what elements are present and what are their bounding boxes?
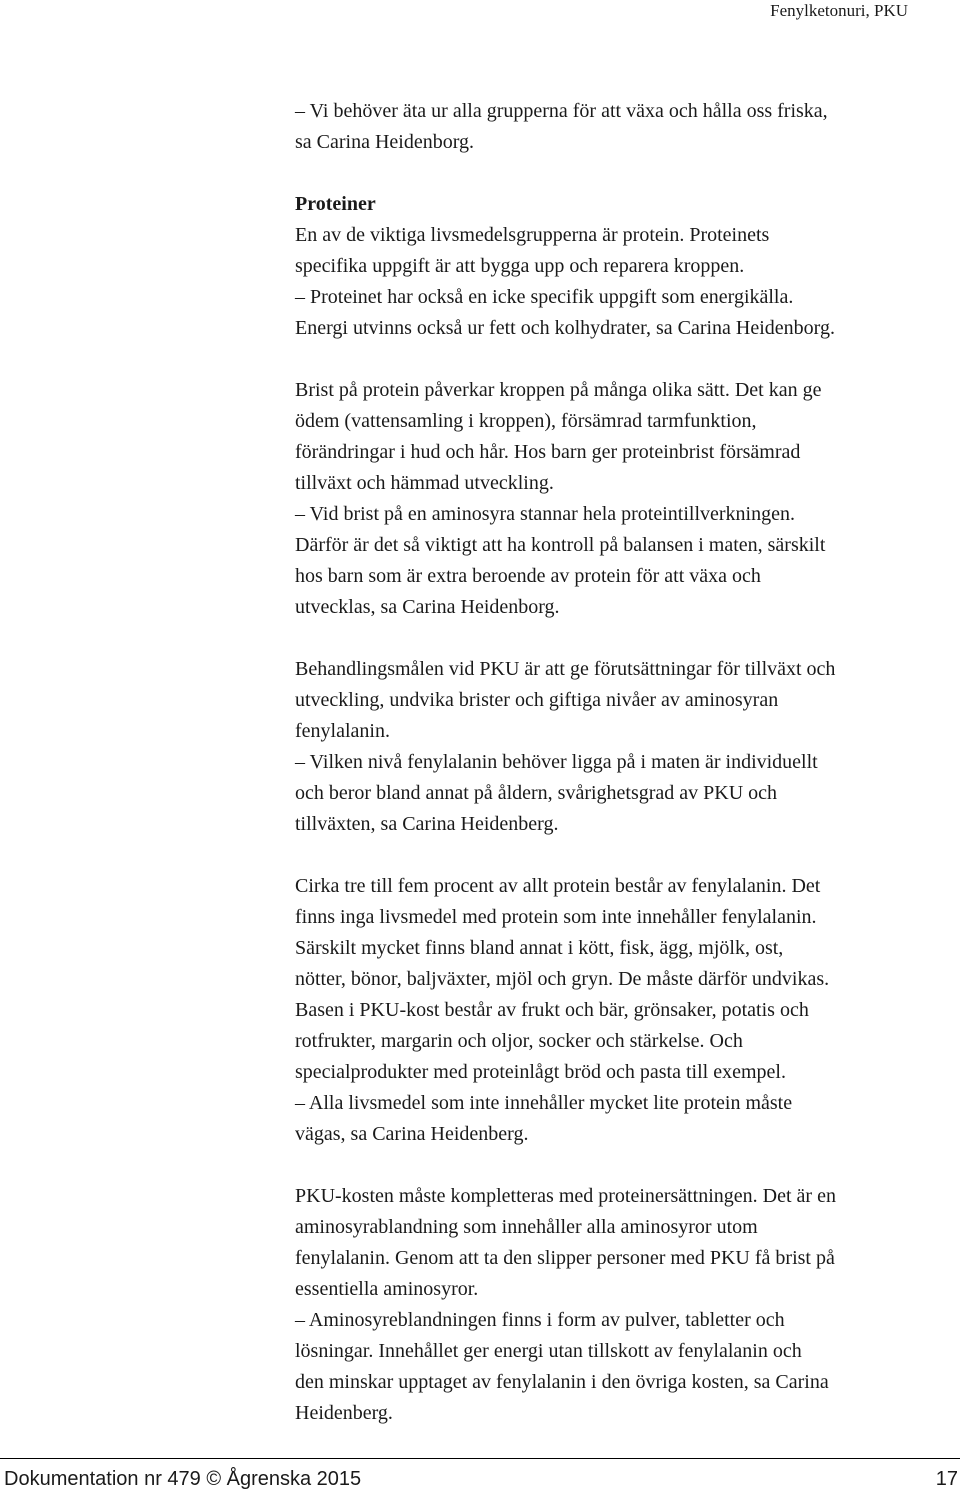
- text-line: specifika uppgift är att bygga upp och reparera kroppen.: [295, 255, 745, 277]
- paragraph-treatment-goals: [295, 654, 925, 840]
- text-line: fenylalanin. Genom att ta den slipper personer med PKU få brist på: [295, 1247, 835, 1269]
- text-line: – Vilken nivå fenylalanin behöver ligga på i maten är individuellt: [295, 751, 818, 773]
- text-line: – Vi behöver äta ur alla grupperna för att växa och hålla oss friska,: [295, 100, 828, 122]
- text-line: tillväxten, sa Carina Heidenberg.: [295, 813, 559, 835]
- text-line: utveckling, undvika brister och giftiga nivåer av aminosyran: [295, 689, 779, 711]
- text-line: specialprodukter med proteinlågt bröd och pasta till exempel.: [295, 1061, 786, 1083]
- text-line: och beror bland annat på åldern, svårighetsgrad av PKU och: [295, 782, 778, 804]
- section-heading: Proteiner: [295, 193, 376, 215]
- text-line: essentiella aminosyror.: [295, 1278, 479, 1300]
- text-line: Brist på protein påverkar kroppen på många olika sätt. Det kan ge: [295, 379, 822, 401]
- text-line: – Vid brist på en aminosyra stannar hela proteintillverkningen.: [295, 503, 795, 525]
- text-line: hos barn som är extra beroende av protein för att växa och: [295, 565, 761, 587]
- paragraph-proteiner: [295, 189, 925, 344]
- text-line: Heidenberg.: [295, 1402, 393, 1424]
- text-line: tillväxt och hämmad utveckling.: [295, 472, 554, 494]
- page-number: 17: [935, 1468, 958, 1490]
- text-line: ödem (vattensamling i kroppen), försämrad tarmfunktion,: [295, 410, 757, 432]
- paragraph-protein-deficiency: [295, 375, 925, 623]
- text-line: Energi utvinns också ur fett och kolhydrater, sa Carina Heidenborg.: [295, 317, 835, 339]
- text-line: sa Carina Heidenborg.: [295, 131, 475, 153]
- text-line: vägas, sa Carina Heidenberg.: [295, 1123, 529, 1145]
- text-line: rotfrukter, margarin och oljor, socker och stärkelse. Och: [295, 1030, 743, 1052]
- paragraph-phenylalanine-sources: [295, 871, 925, 1150]
- text-line: nötter, bönor, baljväxter, mjöl och gryn. De måste därför undvikas.: [295, 968, 830, 990]
- running-header: Fenylketonuri, PKU: [770, 1, 908, 20]
- text-line: PKU-kosten måste kompletteras med proteinersättningen. Det är en: [295, 1185, 836, 1207]
- text-line: Därför är det så viktigt att ha kontroll på balansen i maten, särskilt: [295, 534, 826, 556]
- text-line: förändringar i hud och hår. Hos barn ger proteinbrist försämrad: [295, 441, 801, 463]
- text-line: aminosyrablandning som innehåller alla aminosyror utom: [295, 1216, 758, 1238]
- text-line: finns inga livsmedel med protein som inte innehåller fenylalanin.: [295, 906, 817, 928]
- text-line: lösningar. Innehållet ger energi utan tillskott av fenylalanin och: [295, 1340, 802, 1362]
- footer-divider: [0, 1458, 960, 1459]
- text-line: den minskar upptaget av fenylalanin i den övriga kosten, sa Carina: [295, 1371, 829, 1393]
- text-line: – Aminosyreblandningen finns i form av pulver, tabletter och: [295, 1309, 785, 1331]
- paragraph-protein-replacement: [295, 1181, 925, 1429]
- text-line: En av de viktiga livsmedelsgrupperna är protein. Proteinets: [295, 224, 770, 246]
- footer-publication: Dokumentation nr 479 © Ågrenska 2015: [4, 1468, 362, 1490]
- text-line: fenylalanin.: [295, 720, 390, 742]
- text-line: Behandlingsmålen vid PKU är att ge förutsättningar för tillväxt och: [295, 658, 836, 680]
- article-body: [295, 96, 925, 1460]
- text-line: Särskilt mycket finns bland annat i kött, fisk, ägg, mjölk, ost,: [295, 937, 784, 959]
- text-line: utvecklas, sa Carina Heidenborg.: [295, 596, 560, 618]
- text-line: – Proteinet har också en icke specifik uppgift som energikälla.: [295, 286, 794, 308]
- paragraph-intro-quote: [295, 96, 925, 158]
- text-line: Basen i PKU-kost består av frukt och bär, grönsaker, potatis och: [295, 999, 809, 1021]
- text-line: Cirka tre till fem procent av allt protein består av fenylalanin. Det: [295, 875, 821, 897]
- text-line: – Alla livsmedel som inte innehåller mycket lite protein måste: [295, 1092, 793, 1114]
